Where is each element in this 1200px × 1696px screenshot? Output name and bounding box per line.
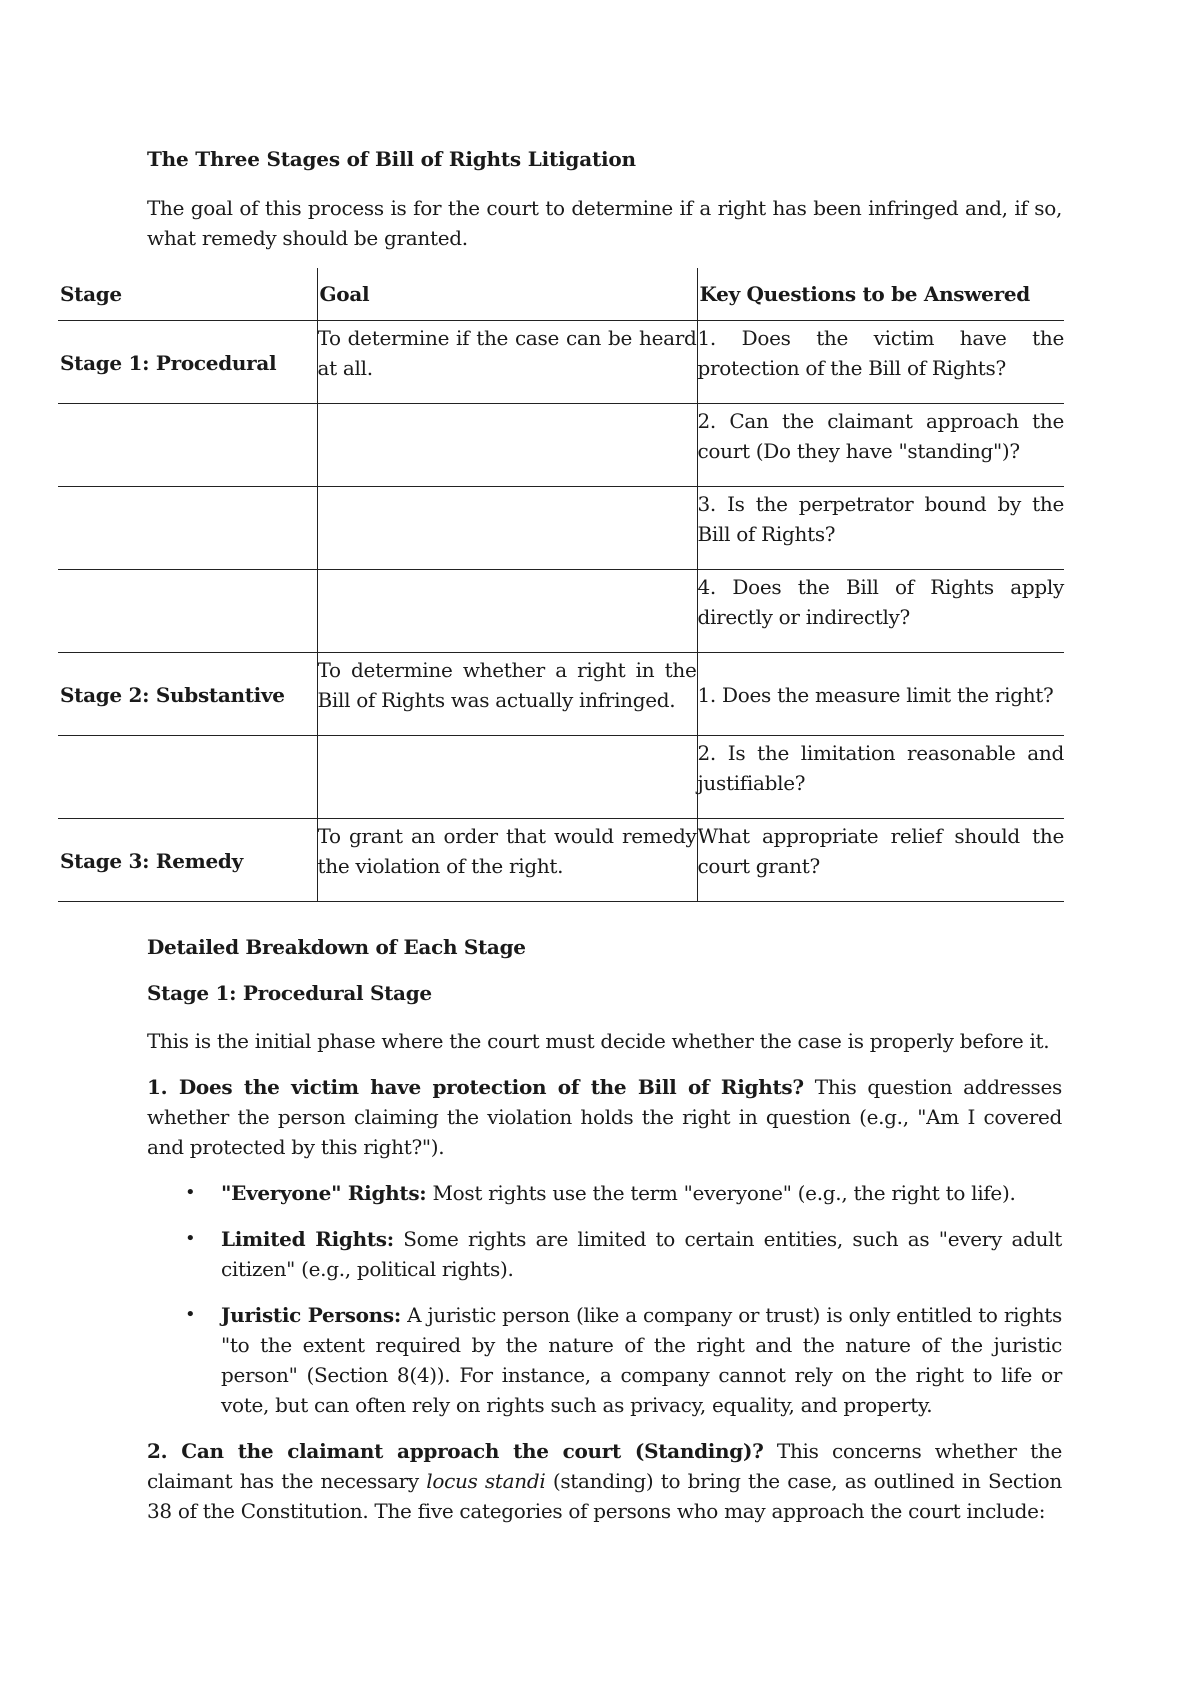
header-stage: Stage (58, 268, 317, 321)
question-cell: 2. Can the claimant approach the court (Do they have "standing")? (697, 404, 1064, 487)
breakdown-section (147, 934, 1062, 1542)
table-header-row (58, 268, 1064, 321)
table-row (58, 404, 1064, 487)
list-item (185, 1300, 1062, 1420)
header-goal: Goal (317, 268, 697, 321)
stage-cell: Stage 2: Substantive (58, 653, 317, 736)
stage-cell: Stage 3: Remedy (58, 819, 317, 902)
table-row (58, 819, 1064, 902)
question-cell: 1. Does the victim have the protection of the Bill of Rights? (697, 321, 1064, 404)
breakdown-heading: Detailed Breakdown of Each Stage (147, 935, 526, 959)
bullet-icon: • (185, 1304, 196, 1325)
question-cell: What appropriate relief should the court grant? (697, 819, 1064, 902)
question-2-label: 2. Can the claimant approach the court (Standing)? (147, 1439, 764, 1463)
bullet-icon: • (185, 1182, 196, 1203)
list-item-text: A juristic person (like a company or trust) is only entitled to rights "to the extent required by the nature of the right and the nature of the juristic person" (Section 8(4)). For instance, a company cannot rely on the right to life or vote, but can often rely on rights such as privacy, equality, and property. (221, 1303, 1062, 1417)
stages-table (58, 268, 1064, 902)
question-2-paragraph (147, 1436, 1062, 1526)
table-row (58, 736, 1064, 819)
header-key-questions: Key Questions to be Answered (697, 268, 1064, 321)
stage-cell (58, 404, 317, 487)
stage-cell (58, 570, 317, 653)
stage-cell (58, 487, 317, 570)
goal-cell: To determine whether a right in the Bill of Rights was actually infringed. (317, 653, 697, 736)
question-2-text-after: (standing) to bring the case, as outlined in Section 38 of the Constitution. The five categories of persons who may approach the court include: (147, 1469, 1062, 1523)
table-row (58, 570, 1064, 653)
question-cell: 3. Is the perpetrator bound by the Bill of Rights? (697, 487, 1064, 570)
question-cell: 4. Does the Bill of Rights apply directly or indirectly? (697, 570, 1064, 653)
list-item-label: Juristic Persons: (221, 1303, 401, 1327)
goal-cell (317, 570, 697, 653)
list-item (185, 1178, 1062, 1208)
list-item-label: "Everyone" Rights: (221, 1181, 427, 1205)
goal-cell (317, 487, 697, 570)
stage1-heading: Stage 1: Procedural Stage (147, 981, 432, 1005)
question-1-label: 1. Does the victim have protection of the Bill of Rights? (147, 1075, 804, 1099)
table-row (58, 653, 1064, 736)
question-2-text-before: This concerns whether the claimant has the necessary (147, 1439, 1063, 1493)
question-2-italic-term: locus standi (426, 1469, 546, 1493)
stage1-intro: This is the initial phase where the court must decide whether the case is properly before it. (147, 1029, 1050, 1053)
goal-cell (317, 736, 697, 819)
bullet-icon: • (185, 1228, 196, 1249)
list-item-label: Limited Rights: (221, 1227, 394, 1251)
goal-cell: To grant an order that would remedy the violation of the right. (317, 819, 697, 902)
stage-cell: Stage 1: Procedural (58, 321, 317, 404)
document-title: The Three Stages of Bill of Rights Litigation (147, 147, 636, 171)
question-cell: 1. Does the measure limit the right? (697, 653, 1064, 736)
question-1-paragraph (147, 1072, 1062, 1162)
intro-paragraph: The goal of this process is for the court to determine if a right has been infringed and, if so, what remedy should be granted. (147, 196, 1062, 250)
goal-cell: To determine if the case can be heard at all. (317, 321, 697, 404)
rights-bullet-list (147, 1178, 1062, 1420)
question-cell: 2. Is the limitation reasonable and justifiable? (697, 736, 1064, 819)
list-item-text: Most rights use the term "everyone" (e.g., the right to life). (426, 1181, 1016, 1205)
question-1-text: This question addresses whether the person claiming the violation holds the right in question (e.g., "Am I covered and protected by this right?"). (147, 1075, 1063, 1159)
list-item (185, 1224, 1062, 1284)
goal-cell (317, 404, 697, 487)
list-item-text: Some rights are limited to certain entities, such as "every adult citizen" (e.g., political rights). (221, 1227, 1062, 1281)
stage-cell (58, 736, 317, 819)
table-row (58, 487, 1064, 570)
table-row (58, 321, 1064, 404)
